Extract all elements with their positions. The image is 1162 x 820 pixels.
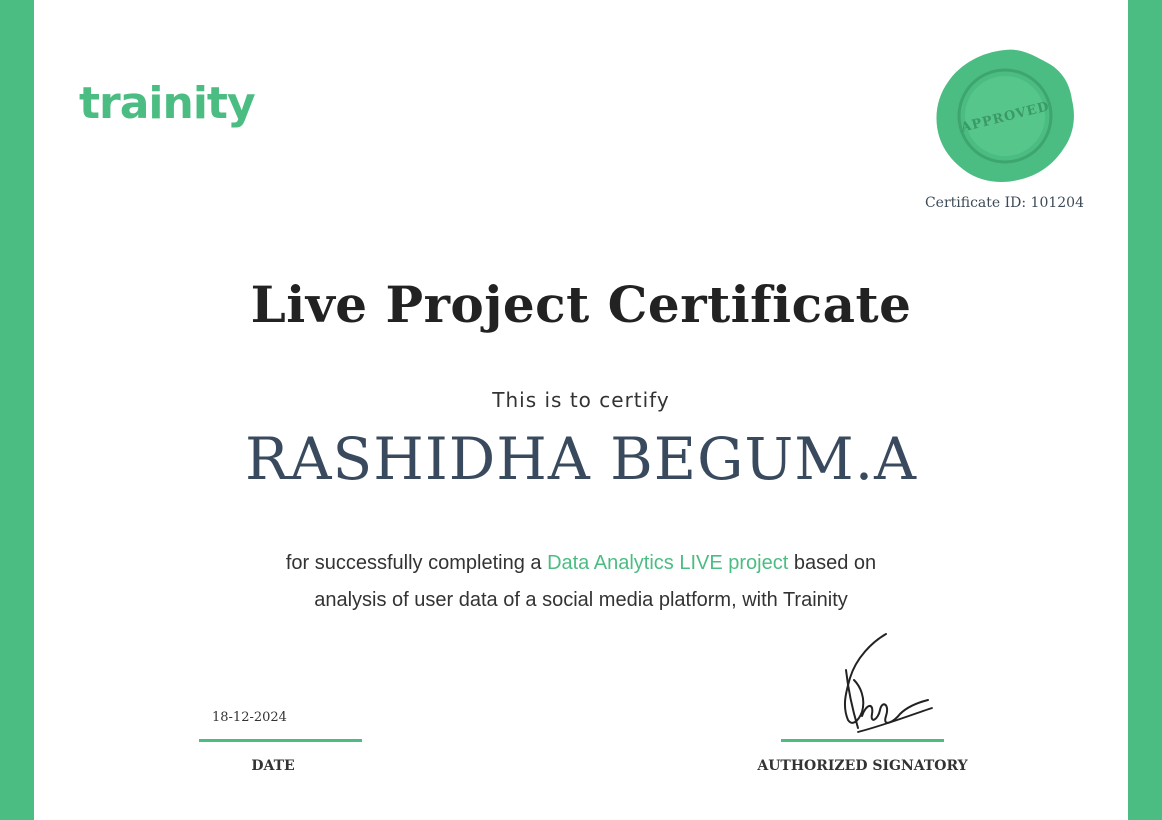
date-underline — [199, 739, 362, 742]
description-suffix: based on — [788, 552, 877, 574]
certify-intro-text: This is to certify — [492, 388, 670, 412]
date-label: DATE — [251, 758, 295, 774]
signature-icon — [828, 628, 943, 740]
project-name-highlight: Data Analytics LIVE project — [547, 552, 789, 574]
certificate-title: Live Project Certificate — [250, 275, 912, 334]
authorized-signatory-label: AUTHORIZED SIGNATORY — [757, 758, 968, 774]
certificate-description — [0, 545, 1162, 619]
trainity-logo: trainity — [79, 78, 255, 129]
approved-seal-icon — [930, 44, 1080, 186]
svg-text:APPROVED: APPROVED — [959, 99, 1052, 136]
recipient-name: RASHIDHA BEGUM.A — [244, 425, 918, 493]
date-value: 18-12-2024 — [212, 710, 287, 725]
description-line-2: analysis of user data of a social media platform, with Trainity — [314, 589, 848, 611]
certificate-id: Certificate ID: 101204 — [924, 195, 1084, 211]
description-prefix: for successfully completing a — [285, 552, 548, 574]
signatory-underline — [781, 739, 944, 742]
